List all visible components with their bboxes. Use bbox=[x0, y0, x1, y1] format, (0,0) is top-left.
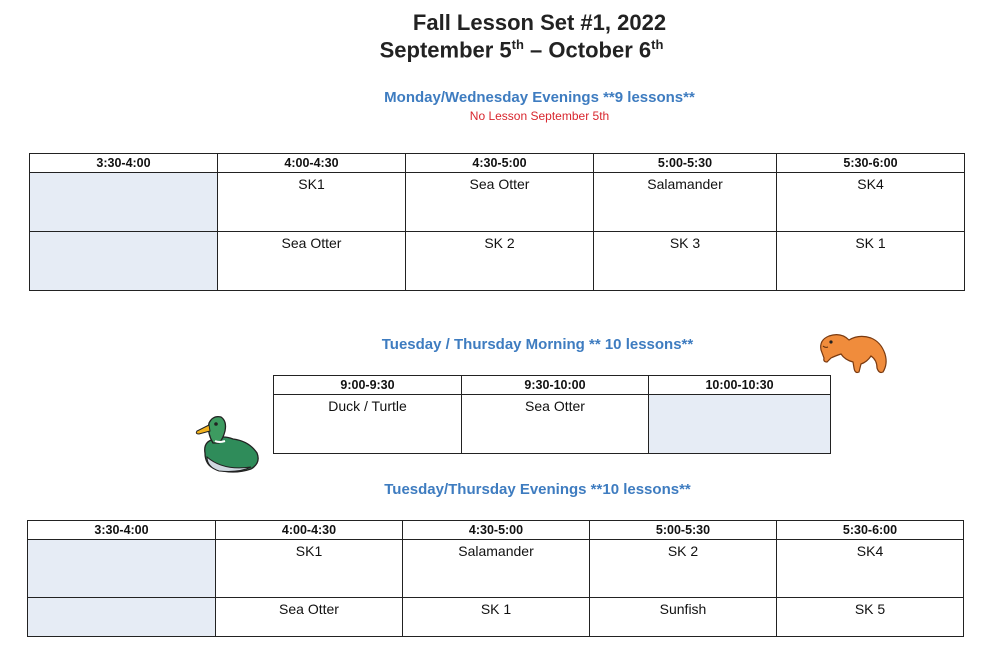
otter-icon bbox=[815, 328, 893, 376]
date-start: September 5 bbox=[379, 37, 512, 63]
empty-slot bbox=[30, 232, 218, 291]
lesson-cell: Duck / Turtle bbox=[274, 395, 462, 454]
header-row bbox=[28, 521, 964, 540]
lesson-cell: SK 2 bbox=[406, 232, 594, 291]
lesson-cell: SK4 bbox=[777, 540, 964, 598]
page-title: Fall Lesson Set #1, 2022 bbox=[412, 10, 667, 35]
lesson-cell: Sea Otter bbox=[218, 232, 406, 291]
time-header: 4:00-4:30 bbox=[216, 521, 403, 540]
time-header: 10:00-10:30 bbox=[649, 376, 831, 395]
lesson-cell: Sea Otter bbox=[406, 173, 594, 232]
section-heading-mon-wed: Monday/Wednesday Evenings **9 lessons** bbox=[384, 89, 695, 106]
header-row bbox=[30, 154, 965, 173]
lesson-cell: Salamander bbox=[594, 173, 777, 232]
time-header: 3:30-4:00 bbox=[28, 521, 216, 540]
time-header: 4:30-5:00 bbox=[406, 154, 594, 173]
lesson-cell: SK 1 bbox=[777, 232, 965, 291]
time-header: 5:30-6:00 bbox=[777, 521, 964, 540]
lesson-cell: SK 5 bbox=[777, 598, 964, 637]
time-header: 4:00-4:30 bbox=[218, 154, 406, 173]
lesson-cell: SK4 bbox=[777, 173, 965, 232]
lesson-cell: Salamander bbox=[403, 540, 590, 598]
time-header: 5:30-6:00 bbox=[777, 154, 965, 173]
lesson-cell: Sea Otter bbox=[216, 598, 403, 637]
empty-slot bbox=[649, 395, 831, 454]
table-row bbox=[30, 232, 965, 291]
lesson-cell: SK 2 bbox=[590, 540, 777, 598]
date-range bbox=[22, 37, 999, 63]
empty-slot bbox=[28, 540, 216, 598]
lesson-cell: SK 3 bbox=[594, 232, 777, 291]
empty-slot bbox=[30, 173, 218, 232]
schedule-table-tue-thu-evening bbox=[27, 520, 964, 637]
schedule-table-mon-wed bbox=[29, 153, 965, 291]
schedule-table-tue-thu-morning bbox=[273, 375, 831, 454]
lesson-cell: Sunfish bbox=[590, 598, 777, 637]
empty-slot bbox=[28, 598, 216, 637]
no-lesson-note: No Lesson September 5th bbox=[469, 109, 610, 123]
time-header: 5:00-5:30 bbox=[590, 521, 777, 540]
date-start-suffix: th bbox=[511, 37, 524, 52]
lesson-cell: Sea Otter bbox=[462, 395, 649, 454]
table-row bbox=[28, 540, 964, 598]
section-heading-tue-thu-evening: Tuesday/Thursday Evenings **10 lessons** bbox=[384, 481, 691, 498]
date-dash: – bbox=[523, 37, 549, 63]
lesson-cell: SK1 bbox=[216, 540, 403, 598]
lesson-cell: SK1 bbox=[218, 173, 406, 232]
table-row bbox=[274, 395, 831, 454]
time-header: 5:00-5:30 bbox=[594, 154, 777, 173]
table-row bbox=[30, 173, 965, 232]
lesson-cell: SK 1 bbox=[403, 598, 590, 637]
header-row bbox=[274, 376, 831, 395]
time-header: 4:30-5:00 bbox=[403, 521, 590, 540]
time-header: 9:00-9:30 bbox=[274, 376, 462, 395]
time-header: 9:30-10:00 bbox=[462, 376, 649, 395]
duck-icon bbox=[193, 413, 265, 475]
section-heading-tue-thu-morning: Tuesday / Thursday Morning ** 10 lessons** bbox=[381, 336, 694, 353]
table-row bbox=[28, 598, 964, 637]
date-end: October 6 bbox=[548, 37, 652, 63]
date-end-suffix: th bbox=[651, 37, 664, 52]
time-header: 3:30-4:00 bbox=[30, 154, 218, 173]
